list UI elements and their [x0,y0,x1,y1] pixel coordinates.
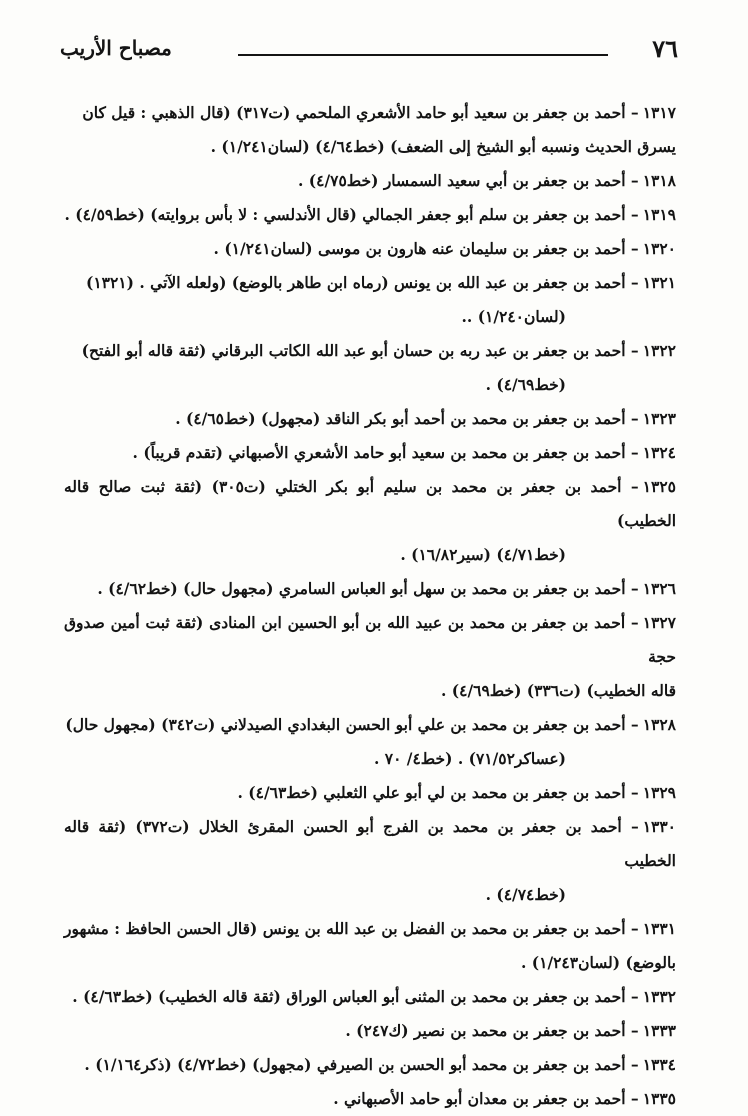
entry-1325 [64,470,676,572]
entry-continuation: (خط٤/٧١) (سير١٦/٨٢) . [400,545,566,564]
entry-text: – أحمد بن جعفر بن عبد ربه بن حسان أبو عبد الله الكاتب البرقاني (ثقة قاله أبو الفتح) [81,341,639,360]
entry-1330 [64,810,676,912]
page-header [60,34,678,74]
entry-1332 [64,980,676,1014]
entry-text: – أحمد بن جعفر بن محمد بن سعيد أبو حامد الأشعري الأصبهاني (تقدم قريباً) . [132,443,639,462]
entry-continuation: (عساكر٧١/٥٢) . (خط٤/ ٧٠ . [373,749,566,768]
entry-number: ١٣٢٩ [642,783,676,802]
entry-1327 [64,606,676,708]
entry-1317 [64,96,676,164]
entry-number: ١٣٢٣ [642,409,676,428]
entry-text: – أحمد بن جعفر بن محمد أبو الحسن بن الصيرفي (مجهول) (خط٤/٧٢) (ذكر١/١٦٤) . [84,1055,639,1074]
entry-text: – أحمد بن جعفر بن محمد بن عبيد الله بن أبو الحسين ابن المنادى (ثقة ثبت أمين صدوق حجة [64,613,676,666]
entry-continuation: قاله الخطيب) (ت٣٣٦) (خط٤/٦٩) . [441,681,676,700]
entry-1319 [64,198,676,232]
entry-number: ١٣١٧ [642,103,676,122]
entry-continuation: (لسان١/٢٤٠) .. [461,307,566,326]
entry-number: ١٣٢٢ [642,341,676,360]
entry-text: – أحمد بن جعفر بن محمد بن نصير (ك٢٤٧) . [345,1021,639,1040]
entry-1326 [64,572,676,606]
entry-number: ١٣٢٤ [642,443,676,462]
entry-1328 [64,708,676,776]
entry-number: ١٣٣١ [642,919,676,938]
entry-text: – أحمد بن جعفر بن سعيد أبو حامد الأشعري الملحمي (ت٣١٧) (قال الذهبي : قيل كان [82,103,639,122]
entry-1318 [64,164,676,198]
entry-1329 [64,776,676,810]
entry-number: ١٣٢٧ [642,613,676,632]
entry-text: – أحمد بن جعفر بن سليمان عنه هارون بن موسى (لسان١/٢٤١) . [213,239,639,258]
entry-number: ١٣٣٢ [642,987,676,1006]
entry-number: ١٣١٩ [642,205,676,224]
entry-1331 [64,912,676,980]
entry-number: ١٣٢٥ [642,477,676,496]
entry-number: ١٣٢١ [642,273,676,292]
entry-continuation: بالوضع) (لسان١/٢٤٣) . [520,953,676,972]
entry-number: ١٣٣٤ [642,1055,676,1074]
entry-text: – أحمد بن جعفر بن محمد بن سهل أبو العباس السامري (مجهول حال) (خط٤/٦٢) . [97,579,639,598]
entry-text: – أحمد بن جعفر بن سلم أبو جعفر الجمالي (قال الأندلسي : لا بأس بروايته) (خط٤/٥٩) . [64,205,639,224]
entry-text: – أحمد بن جعفر بن محمد بن الفضل بن عبد الله بن يونس (قال الحسن الحافظ : مشهور [64,919,639,938]
entry-1320 [64,232,676,266]
entry-text: – أحمد بن جعفر بن أبي سعيد السمسار (خط٤/٧٥) . [298,171,639,190]
entry-1333 [64,1014,676,1048]
entry-1335 [64,1082,676,1116]
book-title: مصباح الأريب [60,36,172,60]
page-number: ٧٦ [652,34,678,63]
entry-text: – أحمد بن جعفر بن محمد بن أحمد أبو بكر الناقد (مجهول) (خط٤/٦٥) . [175,409,639,428]
entry-text: – أحمد بن جعفر بن محمد بن علي أبو الحسن البغدادي الصيدلاني (ت٣٤٢) (مجهول حال) [65,715,639,734]
entry-number: ١٣٣٥ [642,1089,676,1108]
entry-number: ١٣٢٠ [642,239,676,258]
entries-list [64,96,676,1116]
entry-1322 [64,334,676,402]
entry-1323 [64,402,676,436]
entry-number: ١٣٣٣ [642,1021,676,1040]
header-rule [238,54,608,56]
entry-text: – أحمد بن جعفر بن معدان أبو حامد الأصبهاني . [333,1089,639,1108]
entry-continuation: (خط٤/٦٩) . [485,375,566,394]
entry-continuation: يسرق الحديث ونسبه أبو الشيخ إلى الضعف) (خط٤/٦٤) (لسان١/٢٤١) . [210,137,676,156]
entry-number: ١٣١٨ [642,171,676,190]
entry-number: ١٣٣٠ [642,817,677,836]
entry-text: – أحمد بن جعفر بن محمد بن الفرج أبو الحسن المقرئ الخلال (ت٣٧٢) (ثقة قاله الخطيب [64,817,676,870]
entry-1324 [64,436,676,470]
entry-continuation: (خط٤/٧٤) . [485,885,566,904]
entry-number: ١٣٢٦ [642,579,676,598]
entry-number: ١٣٢٨ [642,715,676,734]
entry-text: – أحمد بن جعفر بن محمد بن لي أبو علي الثعلبي (خط٤/٦٣) . [237,783,639,802]
entry-text: – أحمد بن جعفر بن عبد الله بن يونس (رماه ابن طاهر بالوضع) (ولعله الآتي . (١٣٢١) [85,273,639,292]
entry-1321 [64,266,676,334]
entry-text: – أحمد بن جعفر بن محمد بن المثنى أبو العباس الوراق (ثقة قاله الخطيب) (خط٤/٦٣) . [72,987,639,1006]
entry-text: – أحمد بن جعفر بن محمد بن سليم أبو بكر الختلي (ت٣٠٥) (ثقة ثبت صالح قاله الخطيب) [64,477,676,530]
